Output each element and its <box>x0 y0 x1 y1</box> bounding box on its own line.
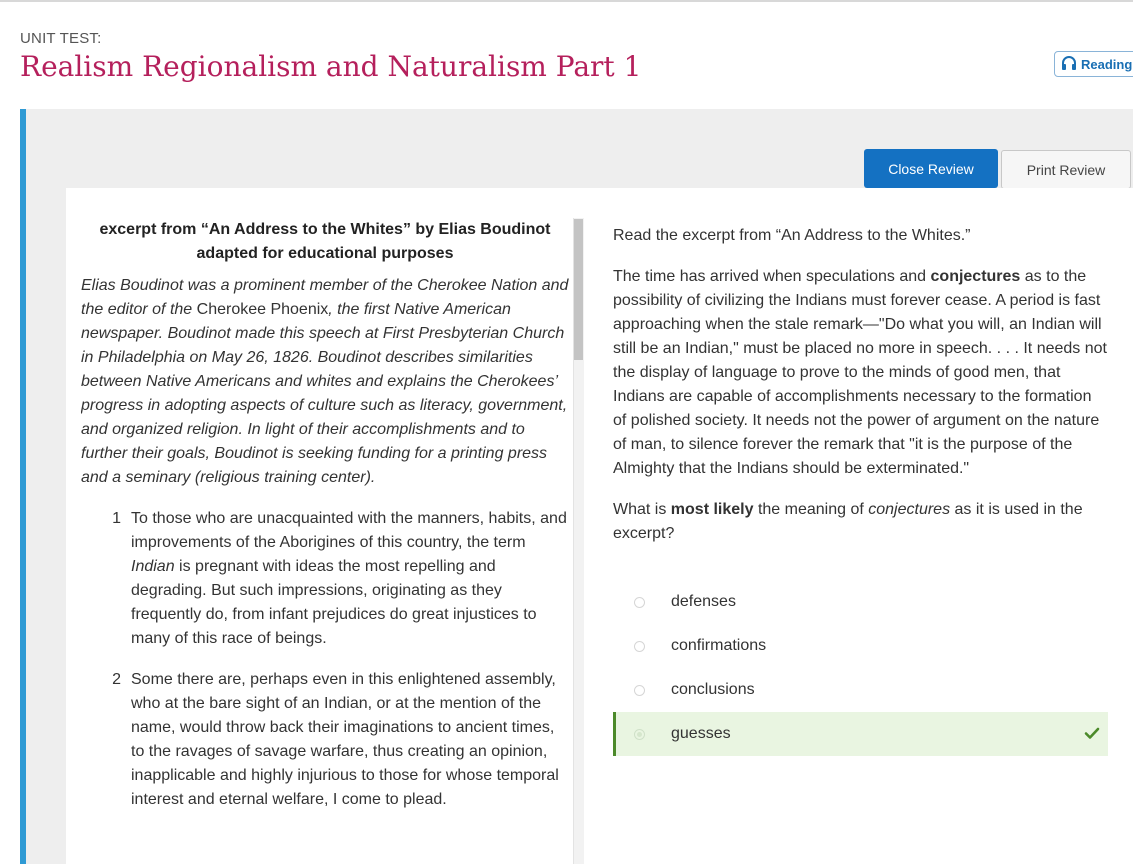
close-review-button[interactable]: Close Review <box>864 149 998 188</box>
passage-paragraph: 1 To those who are unacquainted with the manners, habits, and improvements of the Aborigines of this country, the term Indian is pregnant with ideas the most repelling and degrading. But such impressions, originating as they frequently do, from infant prejudices do great injustices to many of this race of beings. <box>81 507 569 651</box>
reading-button[interactable] <box>1054 51 1133 77</box>
radio-button[interactable] <box>634 641 645 652</box>
paragraph-number: 1 <box>112 510 121 527</box>
print-review-button[interactable]: Print Review <box>1001 150 1131 189</box>
unit-test-label: UNIT TEST: <box>20 30 102 47</box>
option-label: defenses <box>671 593 736 610</box>
answer-option[interactable] <box>613 580 1108 624</box>
accent-bar <box>20 109 26 864</box>
passage-paragraph: 2 Some there are, perhaps even in this enlightened assembly, who at the bare sight of an Indian, or at the mention of the name, would throw back their imaginations to ancient times, to the ravages of savage warfare, thus creating an opinion, inapplicable and highly injurious to those for whose temporal interest and eternal welfare, I come to plead. <box>81 668 569 812</box>
option-label: guesses <box>671 725 731 742</box>
italic-term: Indian <box>131 558 175 575</box>
passage-scrollbar-thumb[interactable] <box>574 219 583 360</box>
passage-title <box>81 218 569 266</box>
answer-options <box>613 580 1108 756</box>
question-pane <box>613 224 1108 563</box>
question-excerpt: The time has arrived when speculations and conjectures as to the possibility of civilizing the Indians must forever cease. A period is fast approaching when the stale remark—"Do what you will, an Indian will still be an Indian," must be placed no more in speech. . . . It needs not the display of language to prove to the minds of good men, that Indians are capable of accomplishments necessary to the formation of polished society. It needs not the power of argument on the nature of man, to silence forever the remark that "it is the purpose of the Almighty that the Indians should be exterminated." <box>613 268 1107 477</box>
checkmark-icon <box>1084 725 1100 741</box>
paragraph-number: 2 <box>112 671 121 688</box>
question-stem: What is most likely the meaning of conjectures as it is used in the excerpt? <box>613 501 1083 542</box>
option-label: confirmations <box>671 637 767 654</box>
page-title: Realism Regionalism and Naturalism Part 1 <box>20 50 642 83</box>
answer-option[interactable] <box>613 668 1108 712</box>
top-divider <box>0 0 1133 2</box>
passage-pane[interactable] <box>81 218 569 864</box>
passage-title-line2: adapted for educational purposes <box>196 245 454 262</box>
radio-button[interactable] <box>634 729 645 740</box>
question-prompt: Read the excerpt from “An Address to the Whites.” <box>613 227 971 244</box>
passage-intro: Elias Boudinot was a prominent member of the Cherokee Nation and the editor of the Cherokee Phoenix, the first Native American newspaper. Boudinot made this speech at First Presbyterian Church in Philadelphia on May 26, 1826. Boudinot describes similarities between Native Americans and whites and explains the Cherokees’ progress in adopting aspects of culture such as literacy, government, and organized religion. In light of their accomplishments and to further their goals, Boudinot is seeking funding for a printing press and a seminary (religious training center). <box>81 277 569 486</box>
bold-term: conjectures <box>930 268 1021 285</box>
passage-title-line1: excerpt from “An Address to the Whites” by Elias Boudinot <box>99 221 551 238</box>
answer-option[interactable] <box>613 624 1108 668</box>
answer-option-correct[interactable] <box>613 712 1108 756</box>
newspaper-name: Cherokee Phoenix <box>196 301 329 318</box>
radio-button[interactable] <box>634 597 645 608</box>
radio-button[interactable] <box>634 685 645 696</box>
reading-label: Reading <box>1081 56 1133 72</box>
option-label: conclusions <box>671 681 755 698</box>
headphones-icon <box>1061 55 1077 74</box>
